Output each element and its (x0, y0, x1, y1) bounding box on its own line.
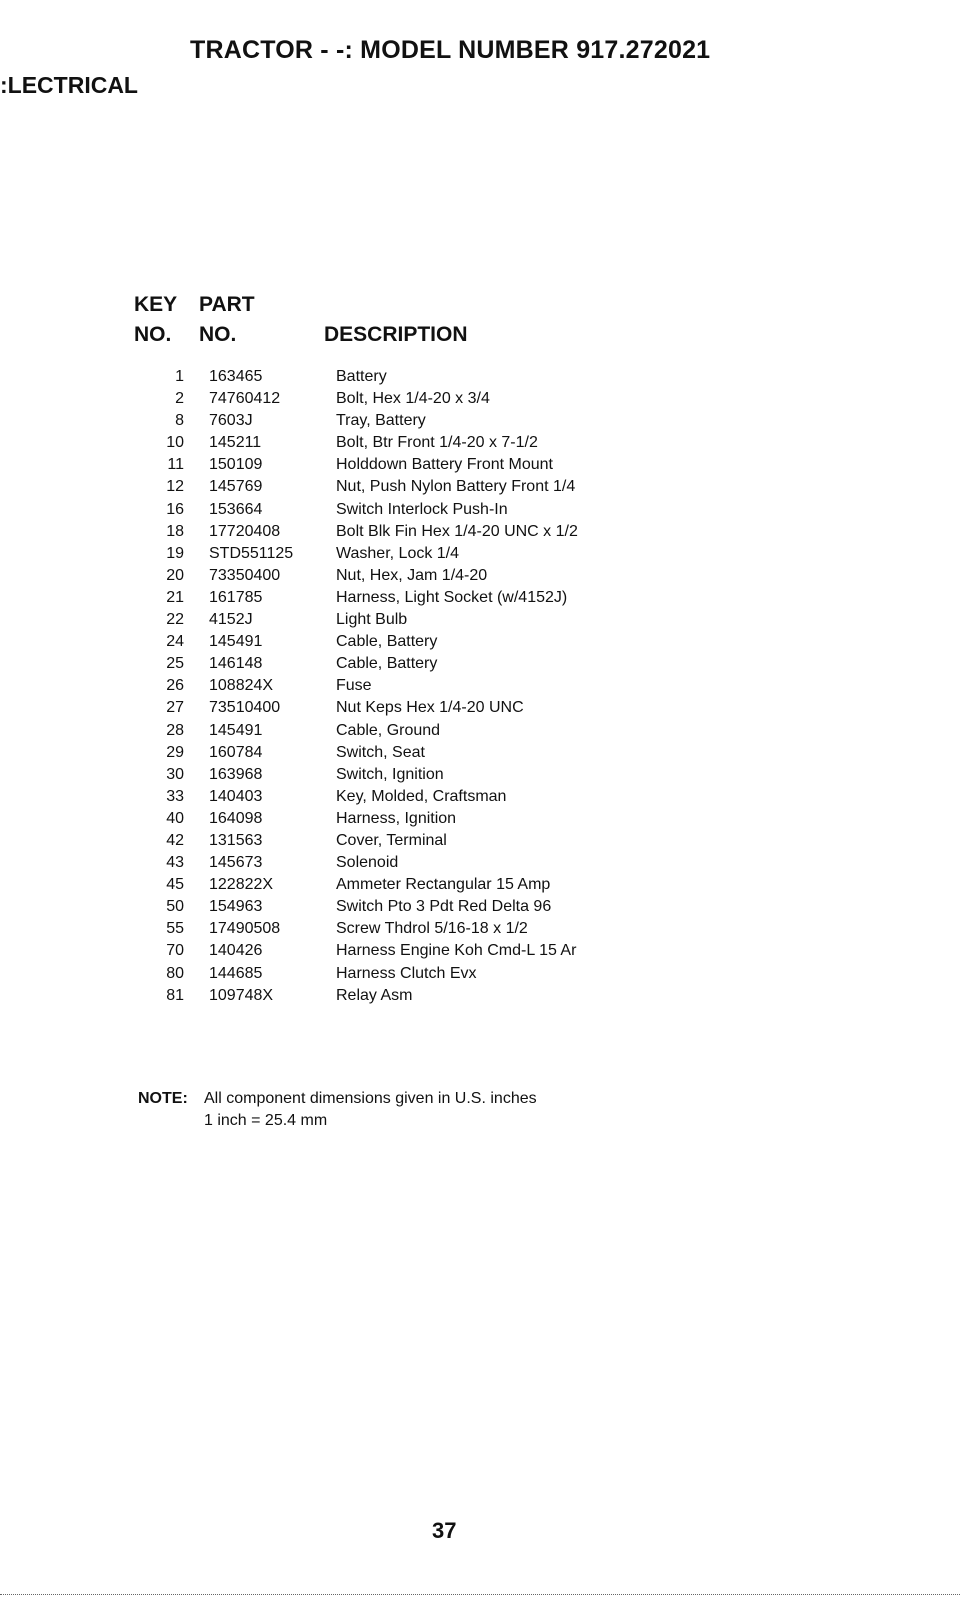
key-number: 28 (166, 721, 184, 739)
part-number: 17490508 (209, 920, 281, 938)
table-row (138, 499, 658, 521)
table-row (138, 388, 658, 410)
part-description: Harness, Light Socket (w/4152J) (336, 588, 568, 606)
key-number: 12 (166, 478, 184, 496)
table-row (138, 410, 658, 432)
part-description: Relay Asm (336, 986, 413, 1004)
part-description: Bolt, Btr Front 1/4-20 x 7-1/2 (336, 434, 538, 452)
part-number: 145769 (209, 478, 263, 496)
part-number: 160784 (209, 743, 263, 761)
key-number: 50 (166, 898, 184, 916)
page-title: TRACTOR - -: MODEL NUMBER 917.272021 (190, 36, 711, 64)
part-description: Holddown Battery Front Mount (336, 456, 553, 474)
table-row (138, 940, 658, 962)
key-number: 21 (166, 588, 184, 606)
key-number: 27 (166, 699, 184, 717)
part-number: 144685 (209, 964, 263, 982)
part-number: 163465 (209, 368, 263, 385)
key-number: 18 (166, 522, 184, 540)
part-description: Nut, Push Nylon Battery Front 1/4 (336, 478, 576, 496)
part-description: Screw Thdrol 5/16-18 x 1/2 (336, 920, 528, 938)
part-number: 164098 (209, 809, 263, 827)
section-title: :LECTRICAL (0, 72, 138, 98)
table-row (138, 697, 658, 719)
key-number: 40 (166, 809, 184, 827)
part-column-header-line2: NO. (199, 323, 237, 346)
table-row (138, 896, 658, 918)
part-number: 131563 (209, 831, 263, 849)
table-row (138, 786, 658, 808)
table-row (138, 543, 658, 565)
key-number: 2 (175, 390, 184, 408)
part-description: Bolt, Hex 1/4-20 x 3/4 (336, 390, 490, 408)
table-row (138, 432, 658, 454)
note-text-line2: 1 inch = 25.4 mm (204, 1112, 328, 1129)
table-row (138, 631, 658, 653)
part-description: Bolt Blk Fin Hex 1/4-20 UNC x 1/2 (336, 522, 578, 540)
part-description: Tray, Battery (336, 412, 426, 430)
part-column-header-line1: PART (199, 293, 255, 316)
table-row (138, 587, 658, 609)
part-description: Harness Clutch Evx (336, 964, 477, 982)
key-number: 1 (175, 368, 184, 385)
note-text-line1: All component dimensions given in U.S. inches (204, 1090, 537, 1107)
key-number: 26 (166, 677, 184, 695)
part-number: 153664 (209, 500, 263, 518)
part-description: Light Bulb (336, 611, 408, 629)
part-number: 73350400 (209, 566, 281, 584)
part-description: Cable, Ground (336, 721, 441, 739)
bottom-rule (0, 1594, 960, 1595)
part-description: Harness, Ignition (336, 809, 457, 827)
part-description: Switch Pto 3 Pdt Red Delta 96 (336, 898, 552, 916)
key-number: 24 (166, 633, 184, 651)
part-number: 150109 (209, 456, 263, 474)
key-number: 11 (167, 456, 184, 474)
part-description: Battery (336, 368, 387, 385)
key-number: 55 (166, 920, 184, 938)
part-description: Switch, Seat (336, 743, 425, 761)
part-number: 108824X (209, 677, 274, 695)
part-number: 109748X (209, 986, 274, 1004)
part-description: Cover, Terminal (336, 831, 447, 849)
key-number: 19 (166, 544, 184, 562)
part-description: Nut, Hex, Jam 1/4-20 (336, 566, 488, 584)
table-row (138, 742, 658, 764)
part-number: 73510400 (209, 699, 281, 717)
table-row (138, 852, 658, 874)
part-description: Harness Engine Koh Cmd-L 15 Ar (336, 942, 577, 960)
table-row (138, 918, 658, 940)
part-description: Cable, Battery (336, 633, 438, 651)
key-number: 20 (166, 566, 184, 584)
key-number: 8 (175, 412, 184, 430)
part-description: Switch, Ignition (336, 765, 444, 783)
key-number: 10 (166, 434, 184, 452)
page-number: 37 (432, 1518, 457, 1543)
parts-table (138, 366, 658, 1007)
key-number: 42 (166, 831, 184, 849)
table-row (138, 521, 658, 543)
part-number: 145491 (209, 721, 263, 739)
part-number: 7603J (209, 412, 253, 430)
part-number: 161785 (209, 588, 263, 606)
part-number: 4152J (209, 611, 253, 629)
part-description: Solenoid (336, 854, 399, 872)
part-number: 74760412 (209, 390, 281, 408)
key-number: 70 (166, 942, 184, 960)
part-description: Ammeter Rectangular 15 Amp (336, 876, 551, 894)
part-number: 145211 (209, 434, 262, 452)
key-number: 30 (166, 765, 184, 783)
key-number: 45 (166, 876, 184, 894)
table-row (138, 366, 658, 388)
part-number: 145491 (209, 633, 263, 651)
table-row (138, 653, 658, 675)
key-number: 29 (166, 743, 184, 761)
table-row (138, 609, 658, 631)
part-number: STD551125 (209, 544, 294, 562)
table-row (138, 808, 658, 830)
key-number: 16 (166, 500, 184, 518)
table-row (138, 454, 658, 476)
table-row (138, 764, 658, 786)
part-number: 146148 (209, 655, 263, 673)
key-number: 25 (166, 655, 184, 673)
part-description: Cable, Battery (336, 655, 438, 673)
table-row (138, 830, 658, 852)
part-description: Nut Keps Hex 1/4-20 UNC (336, 699, 524, 717)
part-number: 140403 (209, 787, 263, 805)
note-label: NOTE: (138, 1090, 188, 1107)
part-number: 145673 (209, 854, 263, 872)
part-description: Washer, Lock 1/4 (336, 544, 460, 562)
part-description: Fuse (336, 677, 372, 695)
part-number: 163968 (209, 765, 263, 783)
part-number: 122822X (209, 876, 274, 894)
key-column-header-line1: KEY (134, 293, 178, 316)
table-row (138, 963, 658, 985)
key-number: 80 (166, 964, 184, 982)
table-row (138, 874, 658, 896)
key-number: 33 (166, 787, 184, 805)
key-number: 81 (166, 986, 184, 1004)
table-row (138, 675, 658, 697)
table-row (138, 476, 658, 498)
description-column-header: DESCRIPTION (324, 323, 468, 346)
part-description: Key, Molded, Craftsman (336, 787, 507, 805)
part-number: 154963 (209, 898, 263, 916)
part-description: Switch Interlock Push-In (336, 500, 508, 518)
key-number: 43 (166, 854, 184, 872)
key-column-header-line2: NO. (134, 323, 172, 346)
part-number: 140426 (209, 942, 263, 960)
part-number: 17720408 (209, 522, 281, 540)
table-row (138, 720, 658, 742)
key-number: 22 (166, 611, 184, 629)
table-row (138, 985, 658, 1007)
table-row (138, 565, 658, 587)
